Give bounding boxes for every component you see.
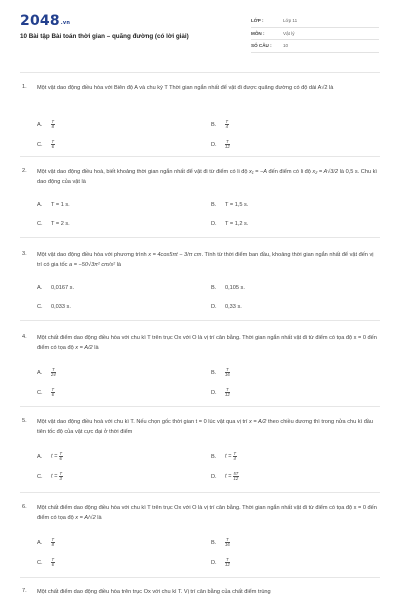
question-number: 3.	[22, 251, 27, 257]
option-a[interactable]: A. t = $\frac{T}{6}$	[37, 451, 62, 461]
math-x1: x₁ = −A	[249, 169, 267, 175]
question-text: Một vật dao động điều hòa với Biên độ A và chu kỳ T Thời gian ngắn nhất để vật đi được quãng đường có độ dài A√2 là	[37, 85, 334, 91]
meta-value: Lớp 11	[283, 18, 298, 24]
divider	[20, 320, 380, 321]
question-text: Một vật dao động điều hoà với chu kì T. Nếu chọn gốc thời gian t = 0 lúc vật qua vị trí x = A/2 theo chiều dương thì trong nửa chu kì đầu tiên tốc độ của vật cực đại ở thời điểm	[37, 419, 374, 435]
math-equation: x = 4cos5πt − 3/π cm	[148, 252, 202, 258]
divider	[20, 237, 380, 238]
math-coordinate: x = A/√2	[75, 514, 96, 521]
page-header	[0, 0, 400, 62]
document-title: 10 Bài tập Bài toán thời gian – quãng đường (có lời giải)	[20, 33, 189, 40]
math-position: x = A/2	[249, 419, 267, 425]
question-list	[0, 62, 400, 600]
option-b[interactable]: B. $\frac{T}{16}$	[211, 367, 230, 377]
option-a[interactable]: A. $\frac{T}{24}$	[37, 367, 56, 377]
option-a[interactable]: A. $\frac{T}{8}$	[37, 119, 55, 129]
option-d[interactable]: D. 0,33 s.	[211, 304, 242, 310]
option-d[interactable]: D. $\frac{T}{12}$	[211, 387, 230, 397]
logo-suffix: .vn	[60, 20, 71, 26]
question-number: 2.	[22, 168, 27, 174]
meta-label: LỚP :	[251, 18, 264, 24]
question-text: Một chất điểm dao động điều hòa trên trục Ox với chu kì T. Vị trí cân bằng của chất điểm trùng	[37, 589, 271, 595]
option-c[interactable]: C. $\frac{T}{6}$	[37, 387, 55, 397]
option-c[interactable]: C. $\frac{T}{6}$	[37, 557, 55, 567]
meta-value: 10	[283, 43, 289, 49]
question-text: Một chất điểm dao động điều hòa với chu kì T trên trục Ox với O là vị trí cân bằng. Thời gian ngắn nhất vật đi từ điểm có tọa độ x = 0 đến điểm có tọa độ x = A/2 là	[37, 335, 377, 351]
meta-value: Vật lý	[283, 30, 295, 36]
question-number: 6.	[22, 504, 27, 510]
logo-text: 2048	[20, 13, 60, 29]
option-b[interactable]: B. t = $\frac{T}{4}$	[211, 451, 236, 461]
question-number: 5.	[22, 418, 27, 424]
question-number: 4.	[22, 334, 27, 340]
option-d[interactable]: D. $\frac{T}{12}$	[211, 139, 230, 149]
option-d[interactable]: D. $\frac{T}{12}$	[211, 557, 230, 567]
math-coordinate: x = A/2	[75, 344, 93, 351]
option-a[interactable]: A. T = 1 s.	[37, 202, 70, 208]
meta-row-subject	[251, 28, 379, 41]
meta-label: SỐ CÂU :	[251, 43, 272, 49]
option-c[interactable]: C. T = 2 s.	[37, 221, 70, 227]
option-b[interactable]: B. $\frac{T}{16}$	[211, 537, 230, 547]
question-text: Một vật dao động điều hòa với phương trình x = 4cos5πt − 3/π cm. Tính từ thời điểm ban đầu, khoảng thời gian ngắn nhất để vật đến vị trí có gia tốc a = −50√3π² cm/s² là	[37, 252, 374, 268]
meta-table	[251, 15, 379, 53]
option-b[interactable]: B. T = 1,5 s.	[211, 202, 249, 208]
option-a[interactable]: A. $\frac{T}{8}$	[37, 537, 55, 547]
divider	[20, 156, 380, 157]
option-b[interactable]: B. 0,105 s.	[211, 285, 245, 291]
question-number: 7.	[22, 588, 27, 594]
divider	[20, 72, 380, 73]
meta-row-class	[251, 15, 379, 28]
option-c[interactable]: C. $\frac{T}{6}$	[37, 139, 55, 149]
math-x2: x₂ = A√3/2	[312, 169, 339, 175]
divider	[20, 406, 380, 407]
site-logo[interactable]	[20, 13, 70, 29]
math-acceleration: a = −50√3π² cm/s²	[69, 261, 116, 268]
meta-row-count	[251, 40, 379, 53]
option-c[interactable]: C. t = $\frac{T}{3}$	[37, 471, 62, 481]
divider	[20, 577, 380, 578]
question-text: Một vật dao động điều hoà, biết khoảng thời gian ngắn nhất để vật đi từ điểm có li độ x₁ = −A đến điểm có li độ x₂ = A√3/2 là 0,5 s. Chu kì dao động của vật là	[37, 169, 377, 185]
meta-label: MÔN :	[251, 30, 265, 36]
option-b[interactable]: B. $\frac{T}{4}$	[211, 119, 229, 129]
option-d[interactable]: D. T = 1,2 s.	[211, 221, 249, 227]
question-text: Một chất điểm dao động điều hòa với chu kì T trên trục Ox với O là vị trí cân bằng. Thời gian ngắn nhất vật đi từ điểm có tọa độ x = 0 đến điểm có tọa độ x = A/√2 là	[37, 505, 377, 521]
question-number: 1.	[22, 84, 27, 90]
option-d[interactable]: D. t = $\frac{5T}{12}$	[211, 471, 239, 481]
divider	[20, 492, 380, 493]
option-a[interactable]: A. 0,0167 s.	[37, 285, 75, 291]
option-c[interactable]: C. 0,033 s.	[37, 304, 71, 310]
